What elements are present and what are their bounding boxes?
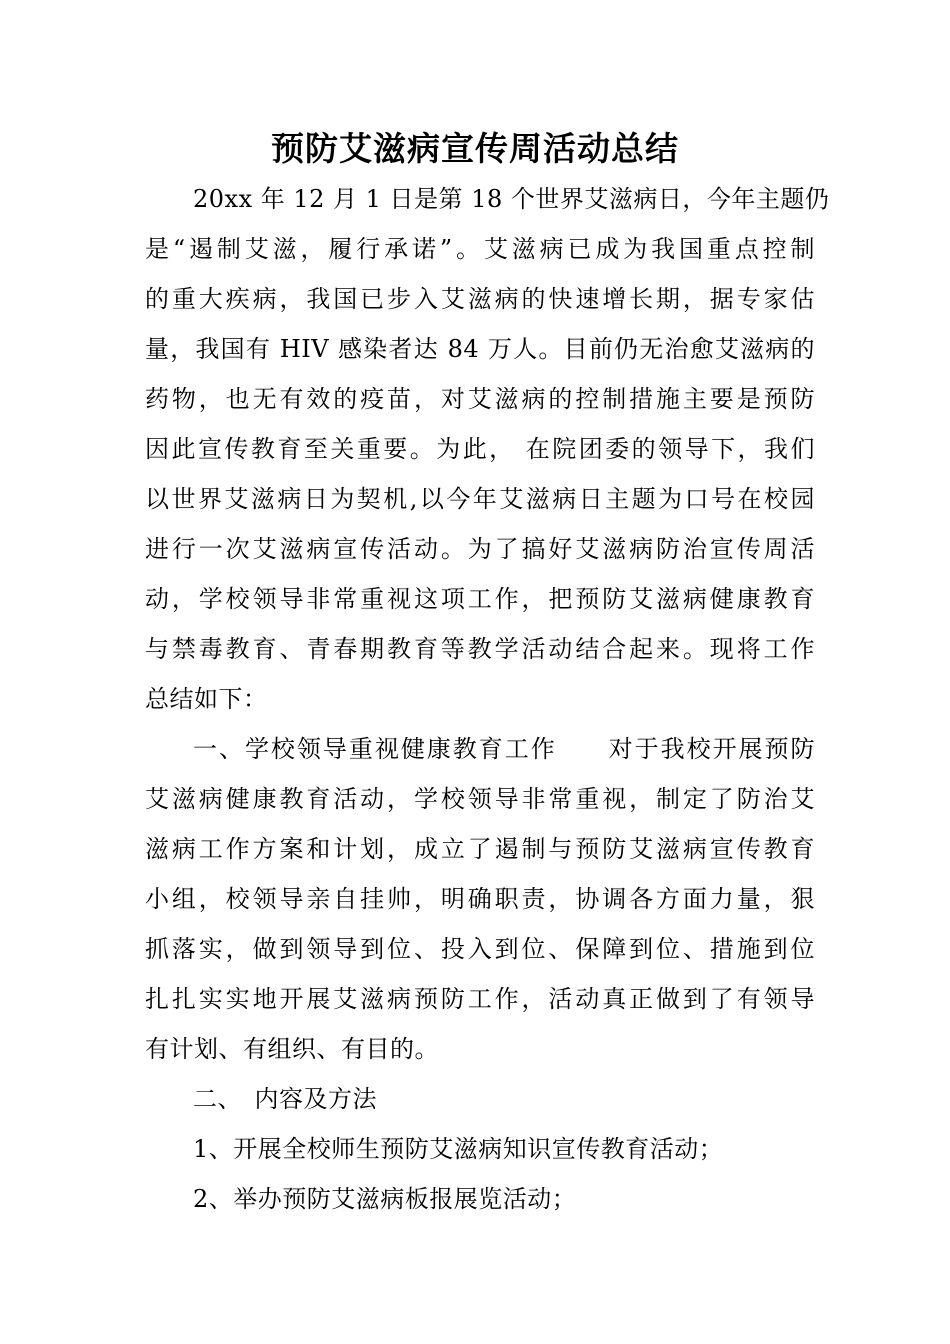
- paragraph-line: 小组，校领导亲自挂帅，明确职责，协调各方面力量，狠: [145, 885, 815, 913]
- paragraph-line: 药物，也无有效的疫苗，对艾滋病的控制措施主要是预防: [145, 385, 815, 413]
- paragraph-line: 是“遏制艾滋，履行承诺”。艾滋病已成为我国重点控制: [145, 235, 815, 263]
- paragraph-line: 抓落实，做到领导到位、投入到位、保障到位、措施到位: [145, 935, 815, 963]
- paragraph-line: 以世界艾滋病日为契机,以今年艾滋病日主题为口号在校园: [145, 485, 815, 513]
- paragraph-line: 有计划、有组织、有目的。: [145, 1035, 439, 1063]
- paragraph-line: 20xx 年 12 月 1 日是第 18 个世界艾滋病日，今年主题仍: [193, 185, 830, 213]
- paragraph-line: 动，学校领导非常重视这项工作，把预防艾滋病健康教育: [145, 585, 815, 613]
- paragraph-line: 因此宣传教育至关重要。为此， 在院团委的领导下，我们: [145, 435, 815, 463]
- paragraph-line: 滋病工作方案和计划，成立了遏制与预防艾滋病宣传教育: [145, 835, 815, 863]
- section-heading-line: 一、学校领导重视健康教育工作 对于我校开展预防: [193, 735, 815, 763]
- paragraph-line: 量，我国有 HIV 感染者达 84 万人。目前仍无治愈艾滋病的: [145, 335, 815, 363]
- list-item: 2、举办预防艾滋病板报展览活动；: [193, 1185, 577, 1213]
- paragraph-line: 艾滋病健康教育活动，学校领导非常重视，制定了防治艾: [145, 785, 815, 813]
- paragraph-line: 总结如下：: [145, 685, 268, 713]
- paragraph-line: 与禁毒教育、青春期教育等教学活动结合起来。现将工作: [145, 635, 815, 663]
- section-heading-line: 二、 内容及方法: [193, 1085, 377, 1113]
- list-item: 1、开展全校师生预防艾滋病知识宣传教育活动；: [193, 1135, 724, 1163]
- paragraph-line: 进行一次艾滋病宣传活动。为了搞好艾滋病防治宣传周活: [145, 535, 815, 563]
- paragraph-line: 扎扎实实地开展艾滋病预防工作，活动真正做到了有领导: [145, 985, 815, 1013]
- paragraph-line: 的重大疾病，我国已步入艾滋病的快速增长期，据专家估: [145, 285, 815, 313]
- document-title: 预防艾滋病宣传周活动总结: [271, 129, 679, 168]
